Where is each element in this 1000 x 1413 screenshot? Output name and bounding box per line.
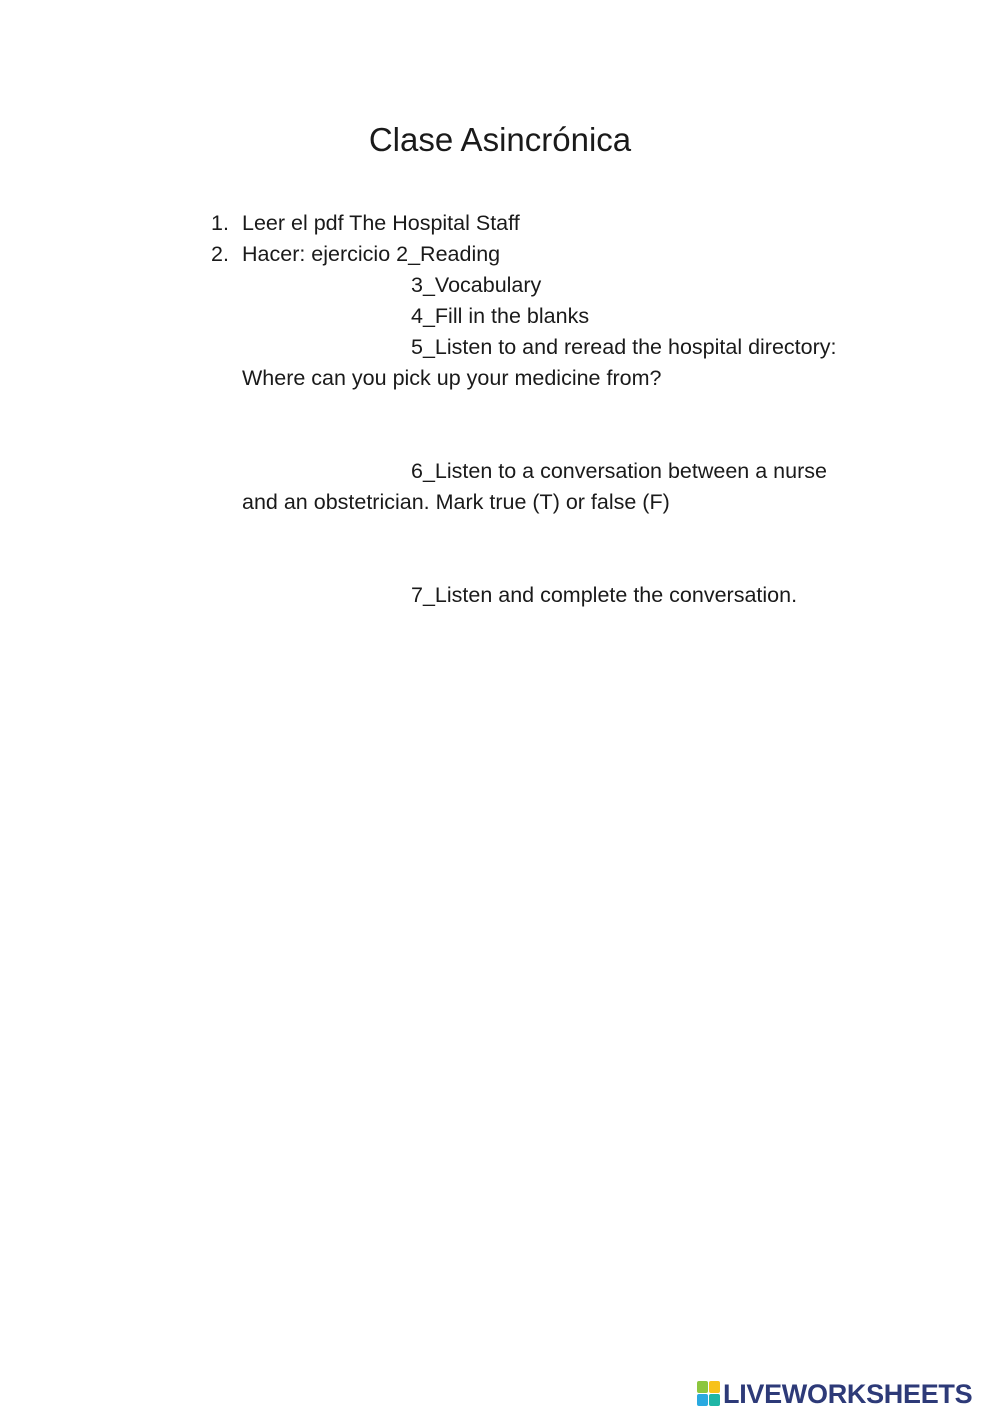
list-item: Hacer: ejercicio 2_Reading bbox=[242, 242, 501, 266]
exercise-listen-5: 5_Listen to and reread the hospital directory: bbox=[411, 335, 837, 359]
exercise-listen-5-question: Where can you pick up your medicine from? bbox=[242, 366, 662, 390]
list-number: 2. bbox=[211, 242, 229, 266]
exercise-fill-blanks: 4_Fill in the blanks bbox=[411, 304, 590, 328]
list-item: Leer el pdf The Hospital Staff bbox=[242, 211, 520, 235]
logo-icon bbox=[697, 1381, 721, 1407]
liveworksheets-logo bbox=[697, 1377, 972, 1411]
logo-text: LIVEWORKSHEETS bbox=[723, 1379, 973, 1409]
page-title: Clase Asincrónica bbox=[368, 121, 632, 158]
exercise-listen-6-instruction: and an obstetrician. Mark true (T) or false (F) bbox=[242, 490, 670, 514]
exercise-vocabulary: 3_Vocabulary bbox=[411, 273, 542, 297]
exercise-listen-6: 6_Listen to a conversation between a nurse bbox=[411, 459, 827, 483]
list-number: 1. bbox=[211, 211, 229, 235]
exercise-listen-7: 7_Listen and complete the conversation. bbox=[411, 583, 798, 607]
